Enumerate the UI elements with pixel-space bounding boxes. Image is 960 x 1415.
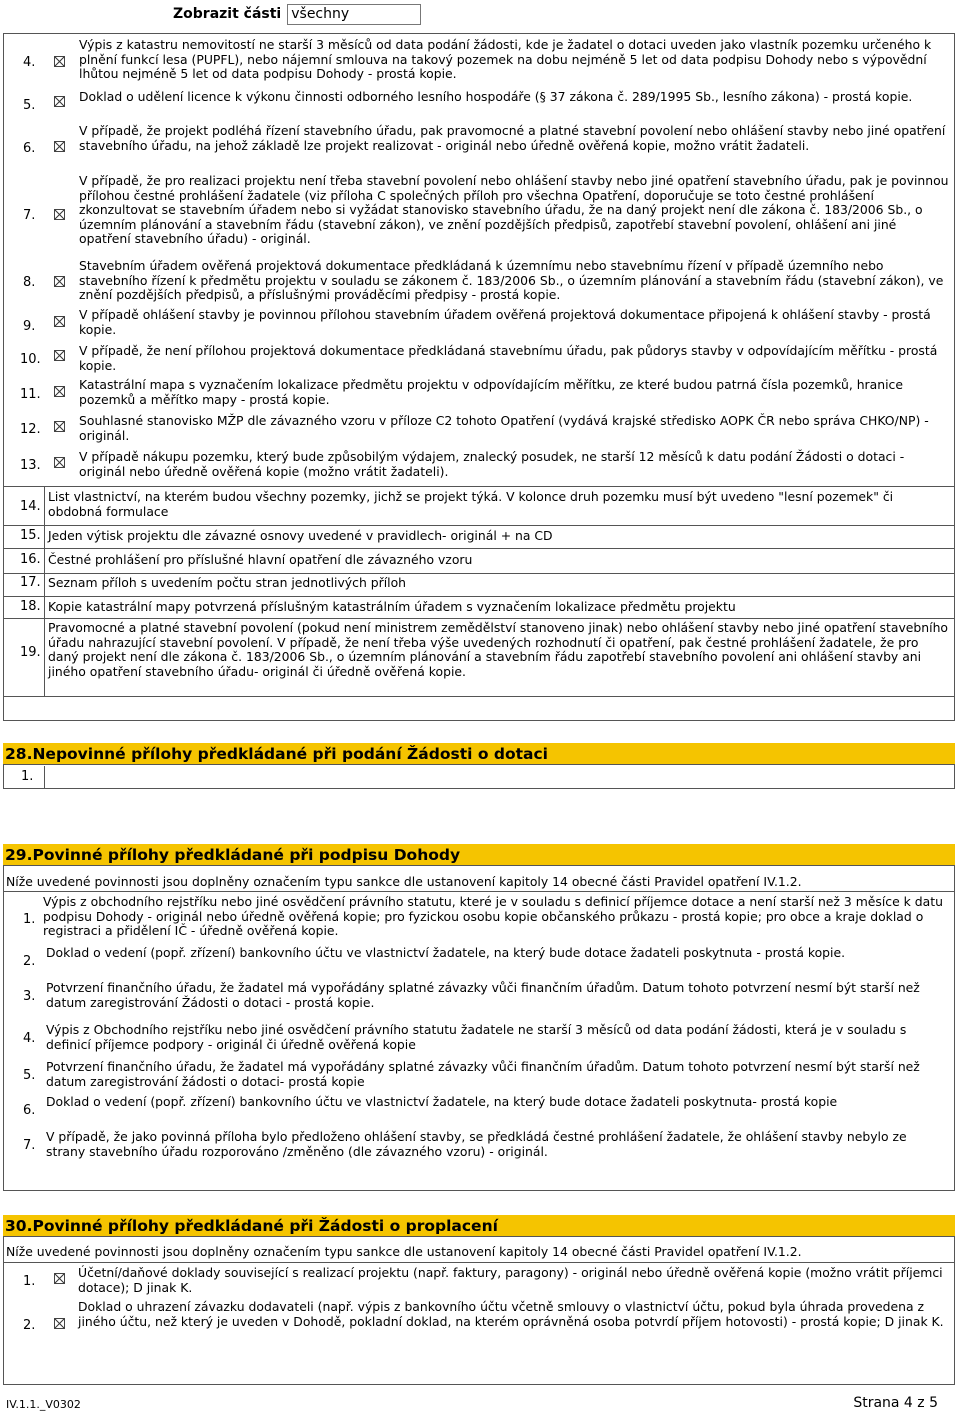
item-number: 16. [20, 552, 41, 567]
checkbox[interactable] [54, 1273, 65, 1284]
checkbox[interactable] [54, 276, 65, 287]
item-number: 1. [23, 912, 36, 927]
checkbox[interactable] [54, 96, 65, 107]
checkbox[interactable] [54, 209, 65, 220]
filter-bar [173, 3, 421, 25]
item-number: 4. [23, 55, 36, 70]
section-29-note: Níže uvedené povinnosti jsou doplněny označením typu sankce dle ustanovení kapitoly 14 obecné části Pravidel opatření IV.1.2. [6, 874, 802, 889]
item-number: 6. [23, 141, 36, 156]
item-text: List vlastnictví, na kterém budou všechny pozemky, jichž se projekt týká. V koloncе druh pozemku musí být uvedeno "lesní pozemek" či obdobná formulace [48, 489, 894, 519]
item-text: Potvrzení finančního úřadu, že žadatel má vypořádány splatné závazky vůči finančním úřadům. Datum tohoto potvrzení nesmí být starší než datum zaregistrování Žádosti o dotaci - prostá kopie. [46, 980, 920, 1010]
item-number: 5. [23, 98, 36, 113]
divider [3, 573, 955, 574]
item-text: Katastrální mapa s vyznačením lokalizace předmětu projektu v odpovídajícím měřítku, ze které budou patrná čísla pozemků, hranice pozemků a měřítko mapy - prostá kopie. [79, 377, 903, 407]
footer-page-number: Strana 4 z 5 [853, 1395, 938, 1411]
item-text: Výpis z Obchodního rejstříku nebo jiné osvědčení právního statutu žadatele ne starší 3 měsíců od data podání žádosti, která je v souladu s definicí příjemce podpory - originál či úředně ověřená kopie [46, 1022, 907, 1052]
item-number: 13. [20, 458, 41, 473]
item-number: 17. [20, 575, 41, 590]
item-number: 19. [20, 645, 41, 660]
checkbox[interactable] [54, 421, 65, 432]
item-number: 18. [20, 599, 41, 614]
item-text: V případě, že pro realizaci projektu není třeba stavební povolení nebo ohlášení stavby nebo jiné opatření stavebního úřadu, pak je povinnou přílohou čestné prohlášení žadatele (viz příloha C společných příloh pro všechna Opatření, doporučuje se toto čestné prohlášení zkonzultovat se stavebním úřadem nebo si vyžádat stanovisko stavebního úřadu, že na daný projekt není dle zákona č. 183/2006 Sb., o územním plánování a stavebním řádu (stavební zákon), ve znění pozdějších předpisů, zapotřebí stavební povolení, ohlášení ani jiné opatření stavebního úřadu) - originál. [79, 173, 949, 247]
item-number: 15. [20, 528, 41, 543]
item-text: Výpis z obchodního rejstříku nebo jiné osvědčení právního statutu, které je v souladu s definicí příjemce dotace a není starší než 3 měsíce k datu podpisu Dohody - originál nebo úředně ověřená kopie; pro fyzickou osobu kopie občanského průkazu - prostá kopie; pro obce a kraje doklad o registraci a přidělení IČ - úředně ověřená kopie. [43, 894, 943, 939]
section-29-title: 29.Povinné přílohy předkládané při podpisu Dohody [3, 844, 955, 866]
divider [3, 525, 955, 526]
filter-select[interactable]: všechny [287, 4, 421, 25]
item-number: 8. [23, 275, 36, 290]
item-number: 1. [23, 1274, 36, 1289]
divider [3, 696, 955, 697]
item-number: 2. [23, 954, 36, 969]
item-text: V případě, že není přílohou projektová dokumentace předkládaná stavebnímu úřadu, pak půdorys stavby v odpovídajícím měřítku - prostá kopie. [79, 343, 938, 373]
divider [3, 618, 955, 619]
item-text: V případě ohlášení stavby je povinnou přílohou stavebním úřadem ověřená projektová dokumentace připojená k ohlášení stavby - prostá kopie. [79, 307, 931, 337]
item-text: Souhlasné stanovisko MŽP dle závazného vzoru v příloze C2 tohoto Opatření (vydává krajské středisko AOPK ČR nebo správa CHKO/NP) - originál. [79, 413, 929, 443]
checkbox[interactable] [54, 386, 65, 397]
item-text: Seznam příloh s uvedením počtu stran jednotlivých příloh [48, 575, 407, 590]
item-text: Doklad o vedení (popř. zřízení) bankovního účtu ve vlastnictví žadatele, na který bude dotace žadateli poskytnuta- prostá kopie [46, 1094, 838, 1109]
item-number: 10. [20, 352, 41, 367]
item-text: Pravomocné a platné stavební povolení (pokud není ministrem zemědělství stanoveno jinak) nebo ohlášení stavby nebo jiné opatření stavebního úřadu nahrazující stavební povolení. V případě, že není třeba výše uvedených rozhodnutí či opatření, pak čestné prohlášení žadatele, že pro daný projekt není dle zákona č. 183/2006 Sb., o územním plánování a stavebním řádu zapotřebí stavebního povolení ani ohlášení stavby ani jiného opatření stavebního úřadu- originál či úředně ověřená kopie. [48, 620, 949, 679]
checkbox[interactable] [54, 56, 65, 67]
checkbox[interactable] [54, 457, 65, 468]
footer-doc-code: IV.1.1._V0302 [6, 1398, 81, 1411]
item-text: Kopie katastrální mapy potvrzená příslušným katastrálním úřadem s vyznačením lokalizace předmětu projektu [48, 599, 736, 614]
item-text: Potvrzení finančního úřadu, že žadatel má vypořádány splatné závazky vůči finančním úřadům. Datum tohoto potvrzení nesmí být starší než datum zaregistrování žádosti o dotaci- prostá kopie [46, 1059, 920, 1089]
divider [3, 548, 955, 549]
item-text: V případě, že projekt podléhá řízení stavebního úřadu, pak pravomocné a platné stavební povolení nebo ohlášení stavby nebo jiné opatření stavebního úřadu, na jehož základě lze projekt realizovat - originál nebo úředně ověřená kopie, možno vrátit žadateli. [79, 123, 946, 153]
item-number: 11. [20, 387, 41, 402]
item-number: 6. [23, 1103, 36, 1118]
item-text: Účetní/daňové doklady související s realizací projektu (např. faktury, paragony) - originál nebo úředně ověřená kopie (možno vrátit příjemci dotace); D jinak K. [78, 1265, 943, 1295]
divider [3, 486, 955, 487]
item-text: V případě nákupu pozemku, který bude způsobilým výdajem, znalecký posudek, ne starší 12 měsíců k datu podání Žádosti o dotaci - originál nebo úředně ověřená kopie (možno vrátit žadateli). [79, 449, 905, 479]
item-number: 5. [23, 1068, 36, 1083]
item-number: 7. [23, 1138, 36, 1153]
divider [44, 486, 45, 696]
item-text: Doklad o vedení (popř. zřízení) bankovního účtu ve vlastnictví žadatele, na který bude dotace žadateli poskytnuta - prostá kopie. [46, 945, 846, 960]
divider [3, 891, 955, 892]
item-text: Jeden výtisk projektu dle závazné osnovy uvedené v pravidlech- originál + na CD [48, 528, 553, 543]
divider [44, 766, 45, 789]
item-text: Výpis z katastru nemovitostí ne starší 3 měsíců od data podání žádosti, kde je žadatel o dotaci uveden jako vlastník pozemku určeného k plnění funkcí lesa (PUPFL), nebo nájemní smlouva na takový pozemek na dobu nejméně 5 let od data podpisu Dohody nebo s výpovědní lhůtou nejméně 5 let od data podpisu Dohody - prostá kopie. [79, 37, 932, 82]
item-number: 2. [23, 1318, 36, 1333]
item-text: Stavebním úřadem ověřená projektová dokumentace předkládaná k územnímu nebo stavebnímu řízení v případě územního nebo stavebního řízení k předmětu projektu v souladu se zákonem č. 183/2006 Sb., o územním plánování a stavebním řádu (stavební zákon), ve znění pozdějších předpisů, a příslušnými prováděcími předpisy - prostá kopie. [79, 258, 944, 303]
filter-label: Zobrazit části [173, 5, 282, 22]
item-text: V případě, že jako povinná příloha bylo předloženo ohlášení stavby, se předkládá čestné prohlášení žadatele, že ohlášení stavby nebylo ze strany stavebního úřadu rozporováno /změněno (dle závazného vzoru) - originál. [46, 1129, 907, 1159]
checkbox[interactable] [54, 141, 65, 152]
checkbox[interactable] [54, 1318, 65, 1329]
section-30-title: 30.Povinné přílohy předkládané při Žádosti o proplacení [3, 1215, 955, 1237]
item-number: 9. [23, 319, 36, 334]
item-number: 4. [23, 1031, 36, 1046]
section-30-note: Níže uvedené povinnosti jsou doplněny označením typu sankce dle ustanovení kapitoly 14 obecné části Pravidel opatření IV.1.2. [6, 1244, 802, 1259]
item-number: 7. [23, 208, 36, 223]
item-text: Doklad o udělení licence k výkonu činnosti odborného lesního hospodáře (§ 37 zákona č. 289/1995 Sb., lesního zákona) - prostá kopie. [79, 89, 913, 104]
item-text: Čestné prohlášení pro příslušné hlavní opatření dle závazného vzoru [48, 552, 473, 567]
checkbox[interactable] [54, 316, 65, 327]
checkbox[interactable] [54, 350, 65, 361]
item-text: Doklad o uhrazení závazku dodavateli (např. výpis z bankovního účtu včetně smlouvy o vlastnictví účtu, pokud byla úhrada provedena z jiného účtu, než který je uveden v Dohodě, pokladní doklad, na kterém oprávněná osoba potvrdí příjem hotovosti) - prostá kopie; D jinak K. [78, 1299, 944, 1329]
section-28-title: 28.Nepovinné přílohy předkládané při podání Žádosti o dotaci [3, 743, 955, 765]
item-number: 3. [23, 989, 36, 1004]
item-number: 1. [21, 769, 34, 784]
item-number: 12. [20, 422, 41, 437]
divider [3, 596, 955, 597]
item-number: 14. [20, 499, 41, 514]
divider [3, 1262, 955, 1263]
